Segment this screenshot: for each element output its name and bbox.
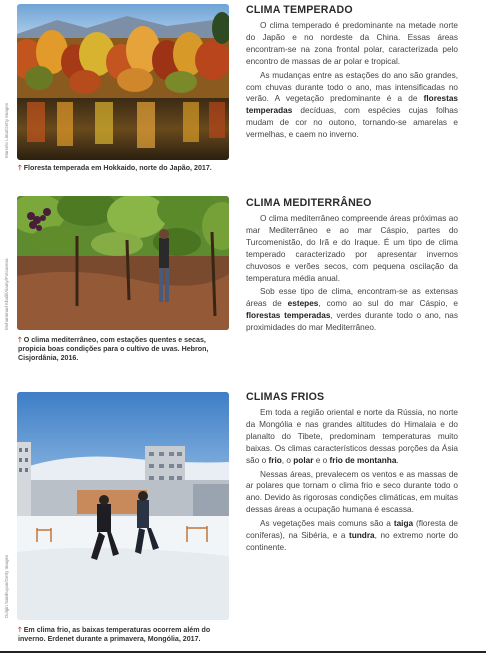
photo-credit: Mohammad Khalil/Alamy/Fotoarena [4,258,9,330]
photo-winter-city [17,392,229,620]
photo-credit: Dolgin Sainbuyan/Getty Images [4,554,9,618]
autumn-forest-image [17,4,229,160]
photo-credit: Marcelo Lima/Getty Images [4,102,9,158]
paragraph: O clima mediterrâneo compreende áreas próximas ao mar Mediterrâneo e ao mar Cáspio, partes do Turcomenistão, do Irã e do Iraque. É um tipo de clima temperado caracterizado por apresentar invernos chuvosos e verões secos, com pequena oscilação da temperatura média anual. [246,214,458,283]
caption-arrow-icon: 🡑 [18,336,22,344]
photo-autumn-forest [17,4,229,160]
section-body-mediterraneo [246,213,458,336]
paragraph: Nessas áreas, prevalecem os ventos e as massas de ar polares que tornam o clima frio e seco durante todo o ano. Devido às rigorosas condições climáticas, em muitas dessas áreas a ocupação humana é escassa. [246,469,458,515]
caption-arrow-icon: 🡑 [18,626,22,634]
photo-vineyard [17,196,229,330]
paragraph: As mudanças entre as estações do ano são grandes, com chuvas durante todo o ano, mas intensificadas no verão. A vegetação predominante é a de florestas temperadas decíduas, com espécies cujas folhas mudam de cor no outono, tornando-se amarelas e vermelhas, e caem no inverno. [246,70,458,140]
section-body-temperado [246,20,458,143]
photo-caption: 🡑 O clima mediterrâneo, com estações quentes e secas, propicia boas condições para o cultivo de uvas. Hebron, Cisjordânia, 2016. [18,336,209,363]
section-title-frios: CLIMAS FRIOS [246,391,325,403]
paragraph: Em toda a região oriental e norte da Rússia, no norte da Mongólia e nas grandes altitudes do Himalaia e do planalto do Tibete, predominam temperaturas muito baixas. Os climas característicos dessas porções da Ásia são o frio, o polar e o frio de montanha. [246,408,458,465]
vineyard-image [17,196,229,330]
section-title-mediterraneo: CLIMA MEDITERRÂNEO [246,197,372,209]
caption-arrow-icon: 🡑 [18,164,22,172]
section-body-frios [246,407,458,556]
paragraph: As vegetações mais comuns são a taiga (floresta de coníferas), na Sibéria, e a tundra, no extremo norte do continente. [246,519,459,552]
winter-city-image [17,392,229,620]
section-title-temperado: CLIMA TEMPERADO [246,4,353,16]
paragraph: O clima temperado é predominante na metade norte do Japão e no nordeste da China. Essas áreas encontram-se na zona frontal polar, caracterizada pelo encontro de massas de ar polar e tropical. [246,21,458,66]
photo-caption: 🡑 Floresta temperada em Hokkaido, norte do Japão, 2017. [18,164,212,172]
paragraph: Sob esse tipo de clima, encontram-se as extensas áreas de estepes, como ao sul do mar Cáspio, e florestas temperadas, verdes durante todo o ano, nas proximidades do mar Mediterrâneo. [246,287,458,333]
page-bottom-rule [0,651,486,653]
photo-caption: 🡑 Em clima frio, as baixas temperaturas ocorrem além do inverno. Erdenet durante a primavera, Mongólia, 2017. [18,626,211,644]
